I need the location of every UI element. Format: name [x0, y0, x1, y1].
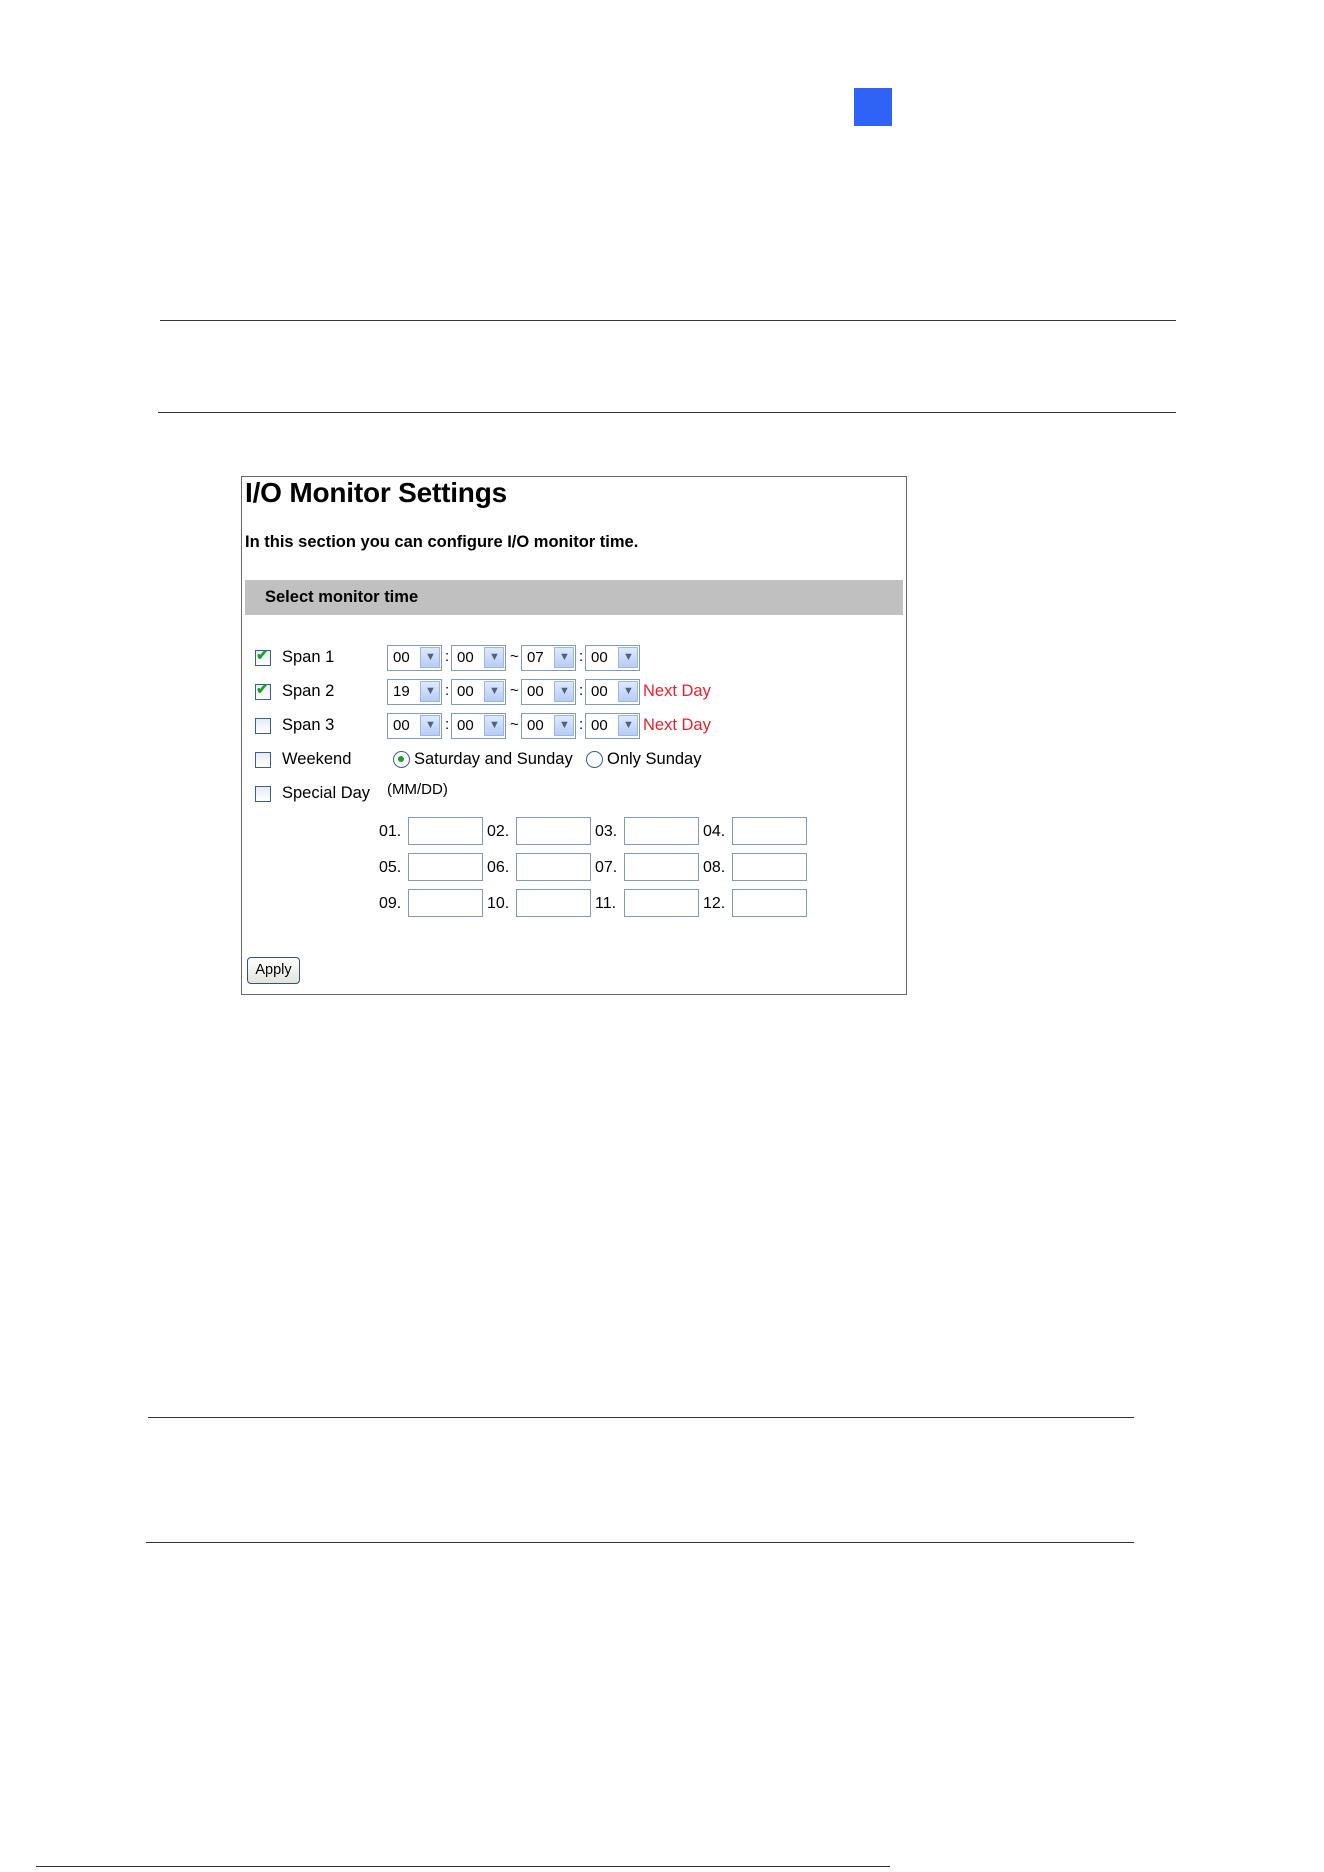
chevron-down-icon: ▼ [425, 685, 436, 697]
date-format-hint: (MM/DD) [387, 781, 448, 798]
dropdown-button[interactable] [420, 715, 440, 736]
chevron-down-icon: ▼ [623, 719, 634, 731]
chapter-marker [854, 88, 892, 126]
special-day-input[interactable] [624, 853, 699, 881]
time-separator: : [445, 648, 450, 665]
chevron-down-icon: ▼ [425, 719, 436, 731]
dropdown-button[interactable] [554, 681, 574, 702]
entry-number: 09. [379, 895, 402, 912]
select-value: 19 [393, 683, 410, 700]
special-day-checkbox[interactable] [255, 786, 271, 802]
time-separator: : [445, 716, 450, 733]
radio-selected-dot [398, 756, 404, 762]
special-day-input[interactable] [624, 889, 699, 917]
dropdown-button[interactable] [484, 681, 504, 702]
chevron-down-icon: ▼ [489, 651, 500, 663]
entry-number: 07. [595, 859, 618, 876]
checkmark-icon: ✔ [256, 681, 269, 698]
select-value: 00 [527, 717, 544, 734]
time-separator: : [445, 682, 450, 699]
entry-number: 02. [487, 823, 510, 840]
dropdown-button[interactable] [484, 715, 504, 736]
dropdown-button[interactable] [420, 681, 440, 702]
special-day-input[interactable] [732, 817, 807, 845]
saturday-and-sunday-label[interactable]: Saturday and Sunday [414, 750, 573, 768]
special-day-row [242, 781, 902, 811]
special-day-input[interactable] [732, 853, 807, 881]
divider-line [160, 320, 1176, 321]
select-value: 00 [393, 649, 410, 666]
special-day-input[interactable] [516, 817, 591, 845]
chevron-down-icon: ▼ [559, 651, 570, 663]
select-value: 00 [591, 649, 608, 666]
select-value: 07 [527, 649, 544, 666]
dropdown-button[interactable] [484, 647, 504, 668]
special-day-input[interactable] [624, 817, 699, 845]
entry-number: 03. [595, 823, 618, 840]
span-1-label: Span 1 [282, 648, 335, 666]
dropdown-button[interactable] [420, 647, 440, 668]
span-3-start-hour-select[interactable] [387, 713, 442, 739]
time-separator: : [579, 682, 584, 699]
footer-line [36, 1866, 890, 1867]
apply-button[interactable]: Apply [247, 957, 300, 984]
special-day-input[interactable] [732, 889, 807, 917]
chevron-down-icon: ▼ [559, 685, 570, 697]
span-2-label: Span 2 [282, 682, 335, 700]
dropdown-button[interactable] [618, 715, 638, 736]
span-3-checkbox[interactable] [255, 718, 271, 734]
chevron-down-icon: ▼ [623, 651, 634, 663]
special-day-input[interactable] [516, 889, 591, 917]
entry-number: 10. [487, 895, 510, 912]
select-value: 00 [457, 717, 474, 734]
span-3-start-minute-select[interactable] [451, 713, 506, 739]
span-1-end-hour-select[interactable] [521, 645, 576, 671]
special-day-input[interactable] [408, 853, 483, 881]
span-2-checkbox[interactable] [255, 681, 271, 700]
span-2-end-minute-select[interactable] [585, 679, 640, 705]
weekend-label: Weekend [282, 750, 352, 768]
divider-line [148, 1417, 1134, 1418]
io-monitor-settings-panel [241, 476, 907, 995]
entry-number: 12. [703, 895, 726, 912]
span-1-checkbox[interactable] [255, 647, 271, 666]
time-separator: : [579, 648, 584, 665]
entry-number: 11. [595, 895, 617, 912]
span-2-start-hour-select[interactable] [387, 679, 442, 705]
span-row-2 [242, 679, 902, 709]
next-day-note: Next Day [643, 682, 711, 700]
range-separator: ~ [510, 716, 519, 733]
divider-line [146, 1542, 1134, 1543]
entry-number: 01. [379, 823, 402, 840]
checkmark-icon: ✔ [256, 647, 269, 664]
dropdown-button[interactable] [618, 681, 638, 702]
chevron-down-icon: ▼ [489, 719, 500, 731]
span-3-end-minute-select[interactable] [585, 713, 640, 739]
span-2-start-minute-select[interactable] [451, 679, 506, 705]
next-day-note: Next Day [643, 716, 711, 734]
time-separator: : [579, 716, 584, 733]
select-value: 00 [591, 717, 608, 734]
saturday-and-sunday-radio[interactable] [393, 751, 410, 768]
span-row-3 [242, 713, 902, 743]
span-2-end-hour-select[interactable] [521, 679, 576, 705]
entry-number: 08. [703, 859, 726, 876]
only-sunday-radio[interactable] [586, 751, 603, 768]
weekend-row [242, 747, 902, 777]
range-separator: ~ [510, 682, 519, 699]
special-day-input[interactable] [408, 817, 483, 845]
section-header [245, 580, 903, 615]
entry-number: 04. [703, 823, 726, 840]
select-value: 00 [393, 717, 410, 734]
chevron-down-icon: ▼ [425, 651, 436, 663]
special-day-input[interactable] [408, 889, 483, 917]
chevron-down-icon: ▼ [559, 719, 570, 731]
span-1-start-minute-select[interactable] [451, 645, 506, 671]
span-1-end-minute-select[interactable] [585, 645, 640, 671]
section-header-label: Select monitor time [265, 588, 419, 606]
page-description: In this section you can configure I/O monitor time. [245, 533, 639, 551]
divider-line [158, 412, 1176, 413]
chevron-down-icon: ▼ [489, 685, 500, 697]
special-day-input[interactable] [516, 853, 591, 881]
entry-number: 06. [487, 859, 510, 876]
select-value: 00 [457, 683, 474, 700]
span-row-1 [242, 645, 902, 675]
select-value: 00 [527, 683, 544, 700]
span-3-label: Span 3 [282, 716, 335, 734]
dropdown-button[interactable] [618, 647, 638, 668]
only-sunday-label[interactable]: Only Sunday [607, 750, 702, 768]
page-title: I/O Monitor Settings [245, 477, 507, 508]
entry-number: 05. [379, 859, 402, 876]
select-value: 00 [457, 649, 474, 666]
span-3-end-hour-select[interactable] [521, 713, 576, 739]
select-value: 00 [591, 683, 608, 700]
weekend-checkbox[interactable] [255, 752, 271, 768]
range-separator: ~ [510, 648, 519, 665]
dropdown-button[interactable] [554, 647, 574, 668]
special-day-label: Special Day [282, 784, 371, 802]
chevron-down-icon: ▼ [623, 685, 634, 697]
span-1-start-hour-select[interactable] [387, 645, 442, 671]
dropdown-button[interactable] [554, 715, 574, 736]
